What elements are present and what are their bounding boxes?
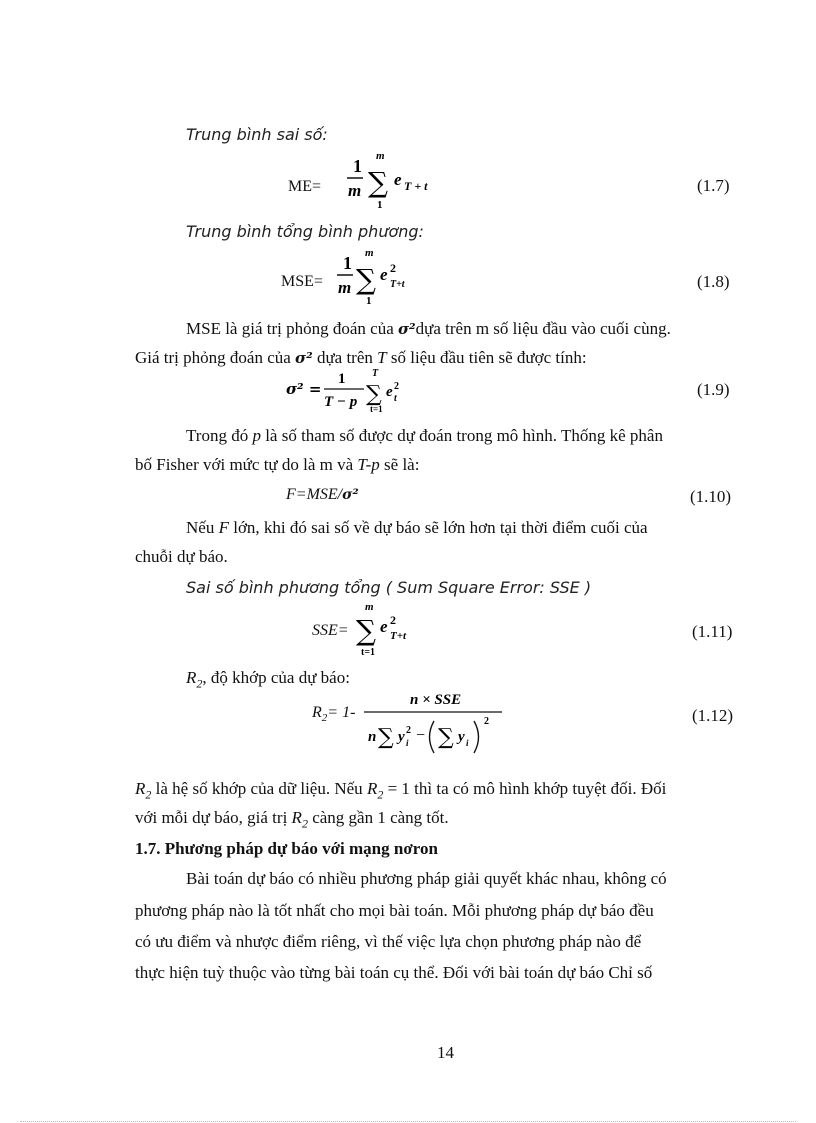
sigma-equation: [286, 368, 426, 423]
eq-number-1-11: (1.11): [692, 622, 733, 641]
mse-desc-line2: Giá trị phỏng đoán của σ² dựa trên T số liệu đầu tiên sẽ được tính:: [135, 348, 587, 367]
section-heading: 1.7. Phương pháp dự báo với mạng nơron: [135, 839, 438, 858]
eq-number-1-12: (1.12): [692, 706, 734, 725]
f-desc-line1: Nếu F lớn, khi đó sai số về dự báo sẽ lớn hơn tại thời điểm cuối của: [186, 518, 648, 537]
svg-text:m: m: [376, 150, 385, 162]
paragraph-line-2: phương pháp nào là tốt nhất cho mọi bài toán. Mỗi phương pháp dự báo đều: [135, 901, 654, 920]
r2-title: $R_2$, độ khớp của dự báo:: [186, 668, 350, 691]
sigma-sum-icon: ∑: [366, 382, 382, 407]
eq-number-1-8: (1.8): [697, 272, 730, 291]
svg-text:t: t: [394, 393, 397, 404]
sse-sum: [356, 600, 436, 663]
page-number: 14: [437, 1043, 454, 1062]
svg-text:1: 1: [343, 253, 352, 273]
sse-title: Sai số bình phương tổng ( Sum Square Error: SSE ): [186, 578, 592, 597]
svg-text:t=1: t=1: [361, 647, 376, 658]
mse-lhs: MSE=: [281, 273, 323, 290]
paragraph-line-1: Bài toán dự báo có nhiều phương pháp giải quyết khác nhau, không có: [186, 869, 667, 888]
svg-text:e: e: [386, 384, 393, 400]
svg-text:T+t: T+t: [390, 630, 407, 642]
svg-text:e: e: [380, 265, 388, 284]
svg-text:1: 1: [377, 199, 383, 211]
svg-text:y: y: [458, 729, 465, 745]
r2-desc-line1: $R_2$ là hệ số khớp của dữ liệu. Nếu $R_2 = 1$ thì ta có mô hình khớp tuyệt đối. Đối: [135, 779, 667, 802]
svg-text:2: 2: [390, 261, 396, 275]
svg-text:2: 2: [484, 716, 489, 727]
f-desc-line2: chuỗi dự báo.: [135, 547, 228, 566]
svg-text:2: 2: [394, 381, 399, 392]
svg-text:T: T: [372, 368, 379, 379]
mse-fraction: [333, 247, 433, 312]
svg-text:2: 2: [406, 725, 411, 736]
mse-title: Trung bình tổng bình phương:: [186, 222, 424, 241]
r2-desc-line2: với mỗi dự báo, giá trị $R_2$ càng gần 1 càng tốt.: [135, 808, 449, 831]
svg-text:1: 1: [366, 295, 372, 307]
sigma-symbol: σ²: [398, 320, 416, 338]
svg-text:t=1: t=1: [370, 404, 383, 414]
r2-sum-icon-1: ∑: [378, 725, 394, 750]
f-equation: F=MSE/σ²: [286, 486, 359, 503]
svg-text:y: y: [398, 729, 405, 745]
sse-sum-icon: ∑: [356, 614, 376, 647]
svg-text:−: −: [416, 727, 426, 744]
svg-text:n: n: [368, 729, 377, 745]
me-lhs: ME=: [288, 178, 322, 195]
svg-text:σ² =: σ² =: [286, 380, 322, 398]
r2-sum-icon-2: ∑: [438, 725, 454, 750]
svg-text:m: m: [338, 278, 352, 297]
svg-text:T + t: T + t: [404, 179, 428, 193]
page-bottom-rule: [20, 1121, 796, 1122]
p-desc-line1: Trong đó p là số tham số được dự đoán trong mô hình. Thống kê phân: [186, 426, 663, 445]
svg-text:i: i: [406, 738, 409, 748]
eq-number-1-9: (1.9): [697, 380, 730, 399]
me-one: 1: [353, 156, 362, 176]
svg-text:n × SSE: n × SSE: [410, 692, 462, 708]
paragraph-line-3: có ưu điểm và nhược điểm riêng, vì thế việc lựa chọn phương pháp nào để: [135, 932, 642, 951]
eq-number-1-7: (1.7): [697, 176, 730, 195]
svg-text:e: e: [380, 617, 388, 636]
me-m: m: [348, 181, 362, 200]
svg-text:1: 1: [338, 371, 346, 387]
sse-lhs: SSE=: [312, 622, 349, 639]
svg-text:m: m: [365, 601, 374, 613]
eq-number-1-10: (1.10): [690, 487, 732, 506]
r2-lhs: $R_2= 1-$: [312, 704, 356, 725]
svg-text:T+t: T+t: [390, 279, 405, 290]
svg-text:e: e: [394, 170, 402, 189]
svg-text:m: m: [365, 247, 374, 259]
r2-fraction: [362, 686, 512, 763]
svg-text:2: 2: [390, 613, 396, 627]
me-sum-icon: ∑: [368, 166, 388, 199]
me-title: Trung bình sai số:: [186, 125, 328, 144]
p-desc-line2: bố Fisher với mức tự do là m và T-p sẽ là:: [135, 455, 420, 474]
me-fraction: [343, 150, 453, 217]
svg-text:i: i: [466, 738, 469, 748]
paragraph-line-4: thực hiện tuỳ thuộc vào từng bài toán cụ thể. Đối với bài toán dự báo Chỉ số: [135, 963, 653, 982]
mse-sum-icon: ∑: [356, 263, 376, 296]
svg-text:T − p: T − p: [324, 394, 358, 410]
mse-desc-line1: MSE là giá trị phỏng đoán của σ²dựa trên m số liệu đầu vào cuối cùng.: [186, 319, 671, 338]
